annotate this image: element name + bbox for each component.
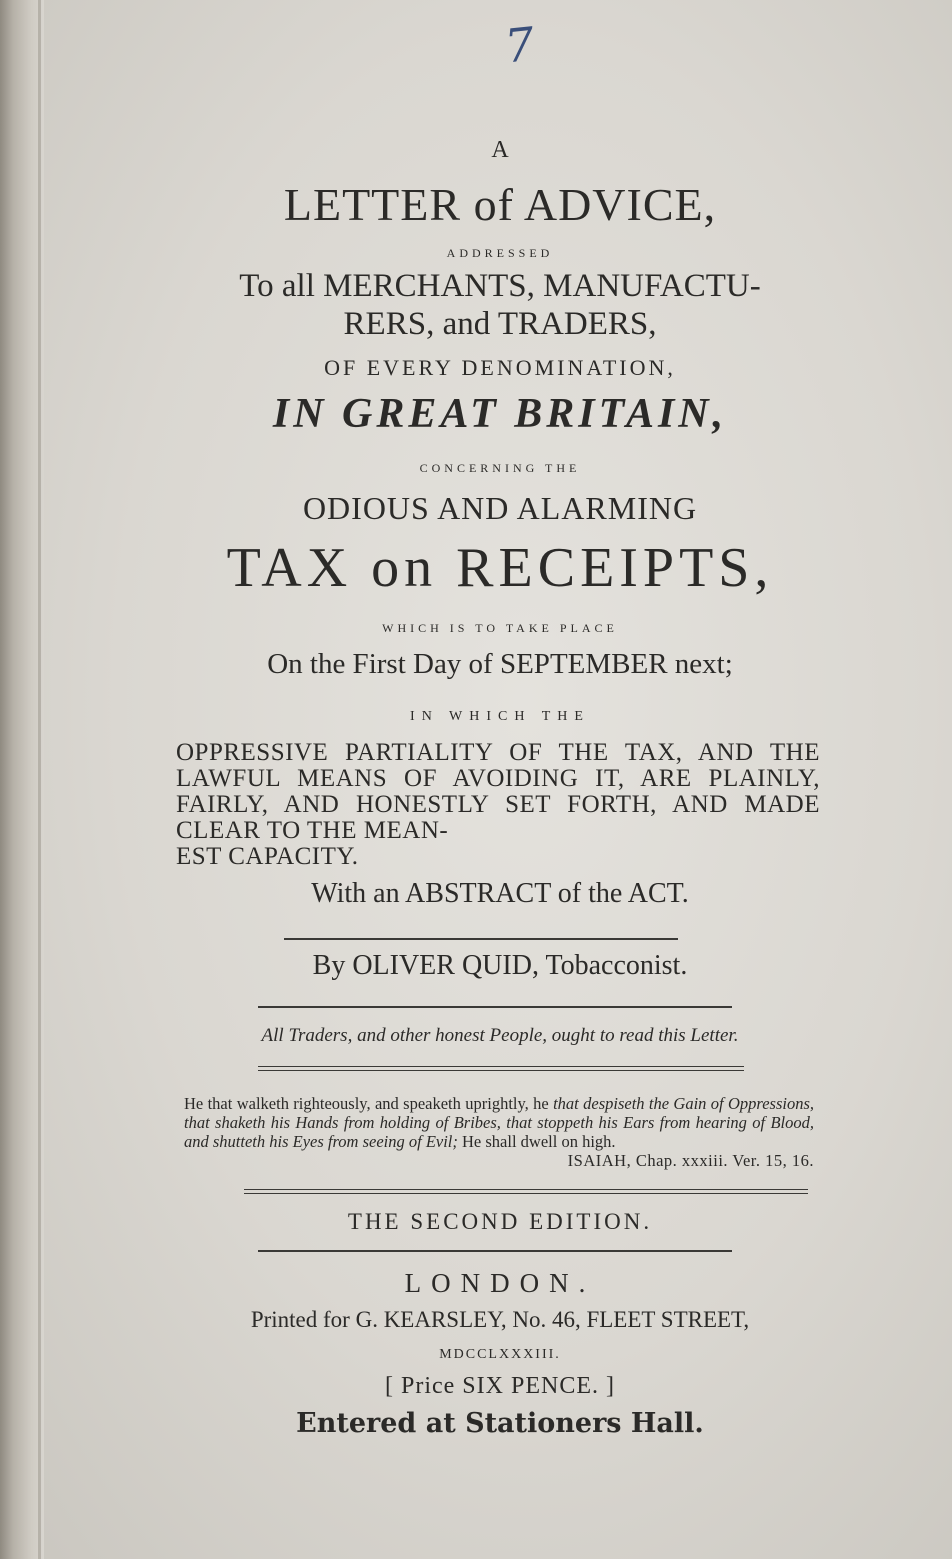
imprint-city: LONDON. [404,1268,596,1298]
addressees-line1: To all MERCHANTS, MANUFACTU- [239,268,761,304]
summary-paragraph-last: EST CAPACITY. [176,843,359,870]
imprint-entered: Entered at Stationers Hall. [296,1408,704,1439]
handwritten-number: 7 [502,16,538,74]
epigraph-text-end: He shall dwell on high. [457,1132,616,1151]
divider-rule [258,1006,732,1008]
spine-edge [38,0,41,1559]
denomination-line: OF EVERY DENOMINATION, [324,355,676,380]
title-article: A [491,137,509,163]
imprint-price: [ Price SIX PENCE. ] [385,1373,615,1399]
double-rule [258,1066,744,1071]
title-main: LETTER of ADVICE, [283,179,717,230]
epigraph-text: He that walketh righteously, and speaketh uprightly, he [184,1094,554,1113]
author-line: By OLIVER QUID, Tobacconist. [312,950,688,981]
odious-line: ODIOUS AND ALARMING [302,490,698,526]
divider-rule [284,938,678,940]
recommendation-line: All Traders, and other honest People, ought to read this Letter. [261,1025,739,1046]
double-rule [244,1189,808,1194]
concerning-label: CONCERNING THE [419,461,581,475]
take-place-label: WHICH IS TO TAKE PLACE [382,621,618,635]
imprint-printer: Printed for G. KEARSLEY, No. 46, FLEET STREET, [250,1307,750,1332]
date-line: On the First Day of SEPTEMBER next; [267,648,733,680]
epigraph-italic: that despiseth the Gain of Oppressions, that shaketh his Hands from holding of Bribes, that stoppeth his Ears from hearing of Blood, and shutteth his Eyes from seeing of Evil; [184,1094,814,1151]
in-which-label: IN WHICH THE [410,709,590,724]
epigraph [184,1094,814,1170]
edition-line: THE SECOND EDITION. [347,1209,653,1234]
tax-headline: TAX on RECEIPTS, [226,537,774,599]
addressed-label: ADDRESSED [446,246,554,260]
divider-rule [258,1250,732,1252]
addressees-line2: RERS, and TRADERS, [343,306,657,342]
imprint-year: MDCCLXXXIII. [439,1347,561,1362]
epigraph-citation: ISAIAH, Chap. xxxiii. Ver. 15, 16. [567,1151,814,1170]
abstract-line: With an ABSTRACT of the ACT. [311,878,689,909]
summary-paragraph: OPPRESSIVE PARTIALITY OF THE TAX, AND THE LAWFUL MEANS OF AVOIDING IT, ARE PLAINLY, FAIRLY, AND HONESTLY SET FORTH, AND MADE CLEAR TO THE MEAN- [176,739,820,844]
place-line: IN GREAT BRITAIN, [272,391,728,437]
